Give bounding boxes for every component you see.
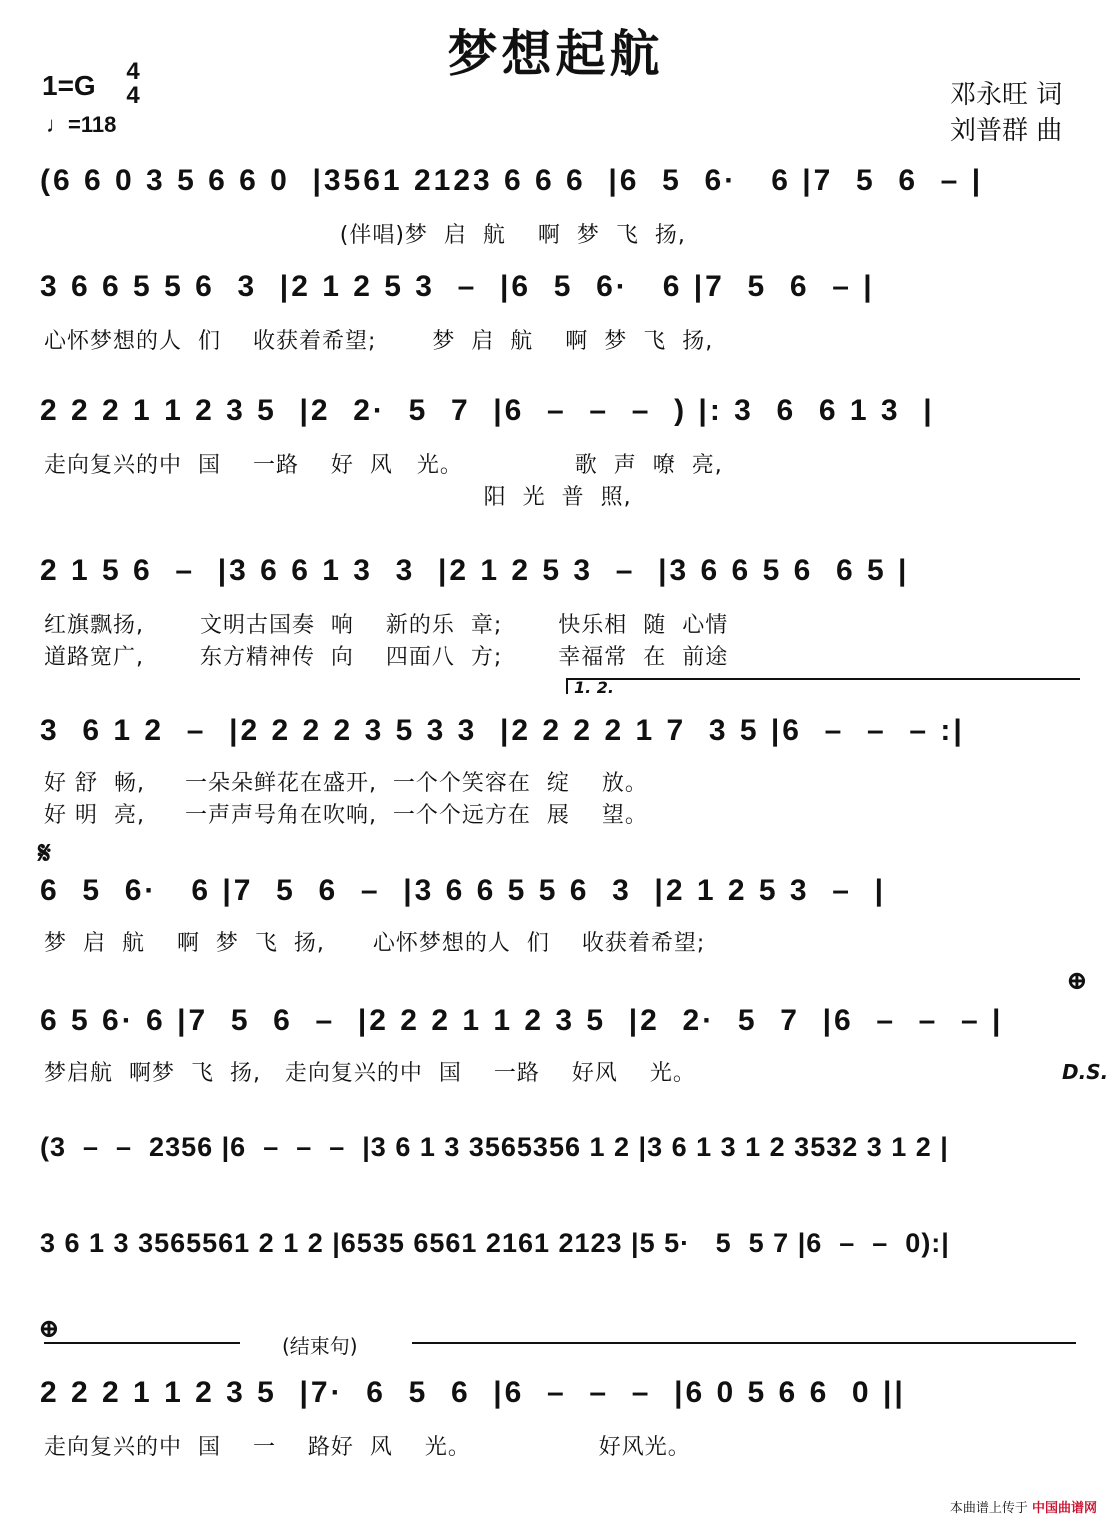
- notation-line: 2 2 2 1 1 2 3 5 |7· 6 5 6 |6 – – – |6 0 5 6 6 0 ||: [40, 1376, 906, 1409]
- lyricist-credit: 邓永旺 词: [950, 80, 1063, 110]
- key-signature: 1=G: [42, 70, 96, 101]
- coda-line-right: [412, 1342, 1076, 1344]
- notation-line: 6 5 6· 6 |7 5 6 – |2 2 2 1 1 2 3 5 |2 2· 5 7 |6 – – – |: [40, 1004, 1004, 1037]
- notation-line: (3 – – 2356 |6 – – – |3 6 1 3 3565356 1 2 |3 6 1 3 1 2 3532 3 1 2 |: [40, 1132, 949, 1162]
- score-system-6: [34, 870, 1077, 960]
- lyric-line: 梦启航 啊梦 飞 扬, 走向复兴的中 国 一路 好风 光。: [44, 1061, 696, 1086]
- notation-line: 3 6 6 5 5 6 3 |2 1 2 5 3 – |6 5 6· 6 |7 5 6 – |: [40, 270, 875, 303]
- score-system-4: [34, 550, 1077, 670]
- dal-segno-mark: D.S.: [1062, 1060, 1109, 1084]
- score-system-8: [34, 1128, 1077, 1188]
- lyric-line: 好 舒 畅, 一朵朵鲜花在盛开, 一个个笑容在 绽 放。: [44, 771, 648, 796]
- lyric-line: 走向复兴的中 国 一路 好 风 光。 歌 声 嘹 亮,: [44, 453, 723, 478]
- page-title: 梦想起航: [447, 24, 664, 83]
- composer-credit: 刘普群 曲: [950, 116, 1063, 146]
- lyric-line: 红旗飘扬, 文明古国奏 响 新的乐 章; 快乐相 随 心情: [44, 613, 729, 638]
- notation-line: 3 6 1 3 3565561 2 1 2 |6535 6561 2161 2123 |5 5· 5 5 7 |6 – – 0):|: [40, 1228, 950, 1258]
- lyric-line: 道路宽广, 东方精神传 向 四面八 方; 幸福常 在 前途: [44, 645, 729, 670]
- lyric-line: (伴唱)梦 启 航 啊 梦 飞 扬,: [44, 223, 686, 248]
- volta-label: 1. 2.: [574, 678, 614, 697]
- segno-sign: 𝄋: [38, 836, 51, 871]
- ending-label: (结束句): [282, 1334, 358, 1358]
- notation-line: (6 6 0 3 5 6 6 0 |3561 2123 6 6 6 |6 5 6· 6 |7 5 6 – |: [40, 164, 984, 197]
- lyric-line: 心怀梦想的人 们 收获着希望; 梦 启 航 啊 梦 飞 扬,: [44, 329, 714, 354]
- score-system-9: [34, 1224, 1077, 1284]
- coda-line-left: [44, 1342, 240, 1344]
- meter-top: 4: [126, 58, 140, 85]
- score-system-2: [34, 266, 1077, 356]
- notation-line: 2 2 2 1 1 2 3 5 |2 2· 5 7 |6 – – – ) |: 3 6 6 1 3 |: [40, 394, 935, 427]
- footer-credit: [950, 1497, 1097, 1516]
- lyric-line: 好 明 亮, 一声声号角在吹响, 一个个远方在 展 望。: [44, 803, 648, 828]
- lyric-line: 走向复兴的中 国 一 路好 风 光。 好风光。: [44, 1435, 691, 1460]
- lyric-line: 阳 光 普 照,: [44, 485, 632, 510]
- score-system-5: [34, 710, 1077, 830]
- score-system-3: [34, 390, 1077, 520]
- lyric-line: 梦 启 航 啊 梦 飞 扬, 心怀梦想的人 们 收获着希望;: [44, 931, 706, 956]
- tempo-marking: ♩=118: [46, 112, 117, 137]
- notation-line: 6 5 6· 6 |7 5 6 – |3 6 6 5 5 6 3 |2 1 2 5 3 – |: [40, 874, 886, 907]
- footer-prefix: 本曲谱上传于: [949, 1501, 1028, 1516]
- time-signature: [122, 60, 144, 108]
- score-system-7: [34, 1000, 1077, 1090]
- score-system-1: [34, 160, 1077, 250]
- notation-line: 3 6 1 2 – |2 2 2 2 3 5 3 3 |2 2 2 2 1 7 3 5 |6 – – – :|: [40, 714, 965, 747]
- notation-line: 2 1 5 6 – |3 6 6 1 3 3 |2 1 2 5 3 – |3 6 6 5 6 6 5 |: [40, 554, 910, 587]
- volta-bracket: [566, 678, 1080, 697]
- coda-sign: ⊕: [1066, 966, 1088, 996]
- score-system-10: [34, 1372, 1077, 1472]
- coda-sign: ⊕: [38, 1314, 60, 1344]
- footer-brand: 中国曲谱网: [1031, 1501, 1097, 1516]
- meter-bottom: 4: [126, 82, 140, 109]
